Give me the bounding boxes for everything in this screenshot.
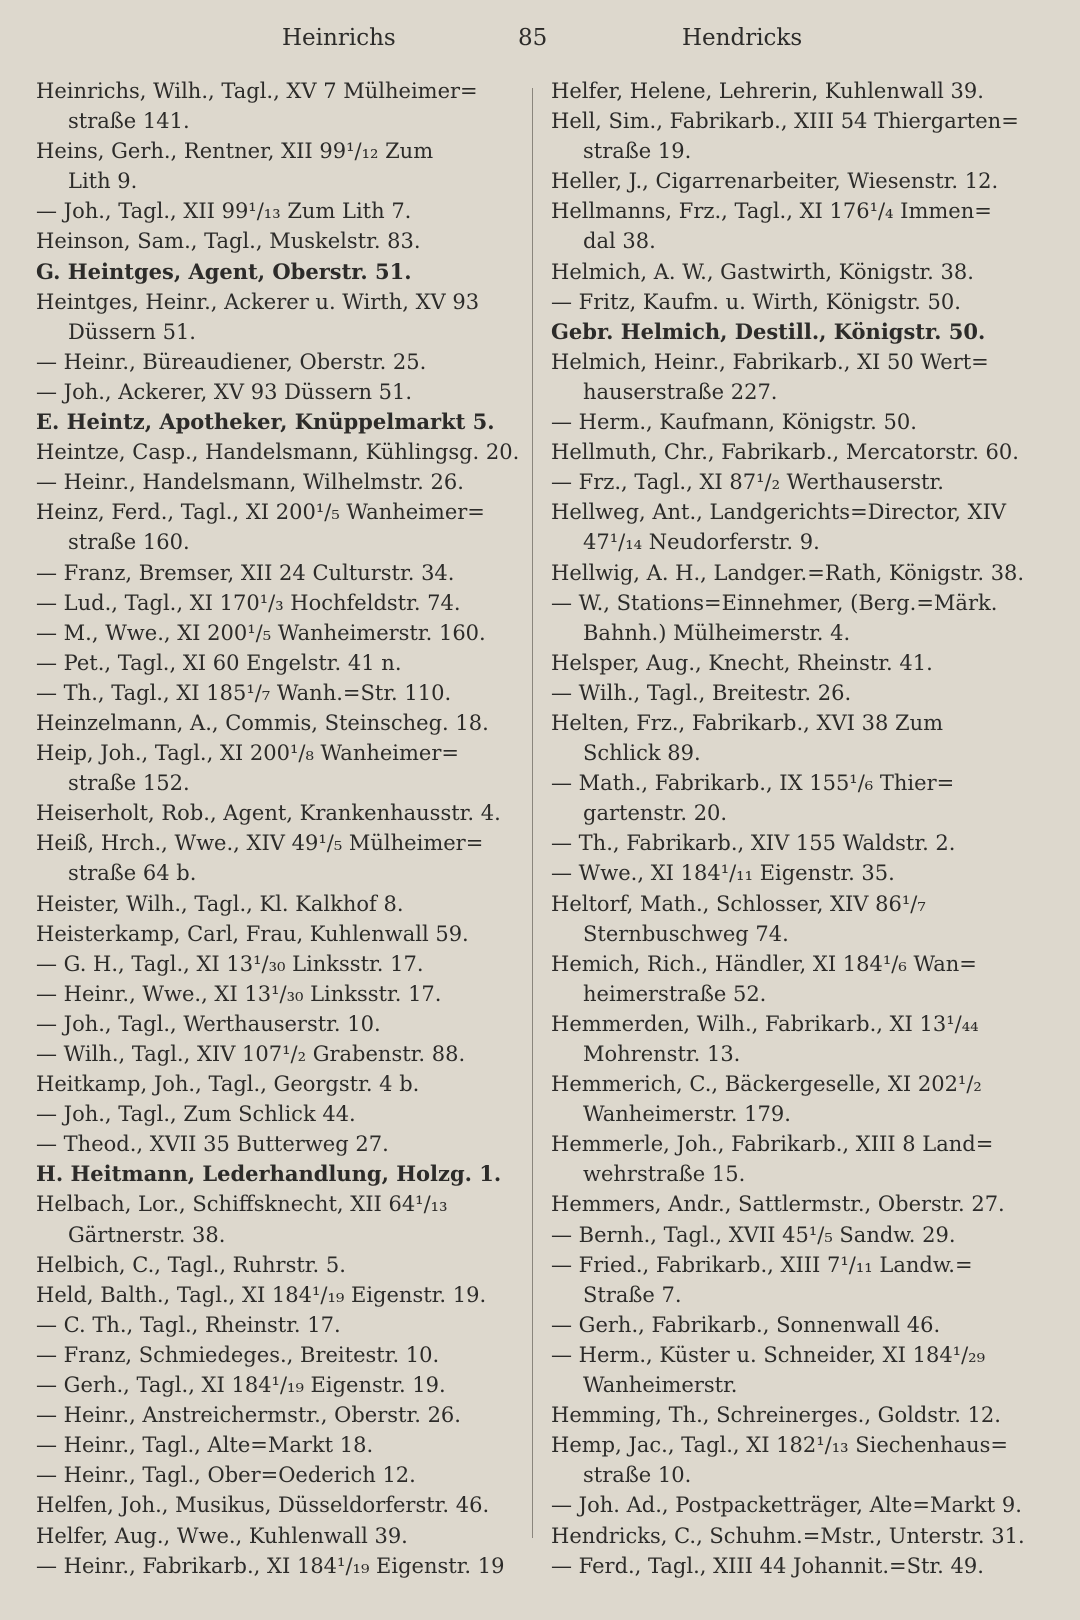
directory-entry-line: — Heinr., Wwe., XI 13¹/₃₀ Linksstr. 17. (36, 981, 442, 1006)
directory-entry-line: wehrstraße 15. (583, 1162, 746, 1187)
directory-entry-line: Hemp, Jac., Tagl., XI 182¹/₁₃ Siechenhaus= (551, 1433, 1008, 1458)
directory-entry-line: Hemming, Th., Schreinerges., Goldstr. 12. (551, 1403, 1001, 1428)
directory-entry-line: Hemmerich, C., Bäckergeselle, XI 202¹/₂ (551, 1072, 982, 1097)
directory-entry-line: Hemmerden, Wilh., Fabrikarb., XI 13¹/₄₄ (551, 1011, 979, 1036)
directory-entry-line: Helbich, C., Tagl., Ruhrstr. 5. (36, 1252, 346, 1277)
page-number: 85 (518, 25, 548, 51)
directory-entry-line: Heister, Wilh., Tagl., Kl. Kalkhof 8. (36, 891, 404, 916)
directory-entry-line: Heinrichs, Wilh., Tagl., XV 7 Mülheimer= (36, 79, 478, 103)
directory-entry-line: — Heinr., Büreaudiener, Oberstr. 25. (36, 349, 427, 374)
directory-entry-line: — Wilh., Tagl., XIV 107¹/₂ Grabenstr. 88. (36, 1042, 466, 1066)
directory-entry-line: — Joh. Ad., Postpacketträger, Alte=Markt 9. (551, 1493, 1022, 1518)
directory-entry-line: Hemmerle, Joh., Fabrikarb., XIII 8 Land= (551, 1132, 994, 1157)
directory-entry-line: — Ferd., Tagl., XIII 44 Johannit.=Str. 49. (551, 1553, 984, 1578)
directory-entry-line: — Pet., Tagl., XI 60 Engelstr. 41 n. (36, 650, 402, 675)
directory-entry-line: Heiß, Hrch., Wwe., XIV 49¹/₅ Mülheimer= (36, 831, 484, 856)
directory-entry-line: — Herm., Küster u. Schneider, XI 184¹/₂₉ (551, 1342, 986, 1367)
directory-entry-line: — Joh., Tagl., Werthauserstr. 10. (36, 1011, 381, 1036)
directory-entry-line: — G. H., Tagl., XI 13¹/₃₀ Linksstr. 17. (36, 951, 424, 976)
directory-entry-line: E. Heintz, Apotheker, Knüppelmarkt 5. (36, 409, 495, 435)
directory-entry-line: — Franz, Schmiedeges., Breitestr. 10. (36, 1342, 440, 1367)
directory-entry-line: — Heinr., Anstreichermstr., Oberstr. 26. (36, 1403, 461, 1428)
directory-entry-line: — Fried., Fabrikarb., XIII 7¹/₁₁ Landw.= (551, 1252, 973, 1277)
directory-entry-line: — M., Wwe., XI 200¹/₅ Wanheimerstr. 160. (36, 620, 486, 645)
directory-entry-line: — Joh., Tagl., XII 99¹/₁₃ Zum Lith 7. (36, 199, 412, 224)
directory-entry-line: 47¹/₁₄ Neudorferstr. 9. (583, 530, 820, 555)
directory-entry-line: — Math., Fabrikarb., IX 155¹/₆ Thier= (551, 771, 955, 796)
column-divider (532, 88, 533, 1538)
directory-entry-line: Hemich, Rich., Händler, XI 184¹/₆ Wan= (551, 951, 977, 976)
directory-entry-line: Helbach, Lor., Schiffsknecht, XII 64¹/₁₃ (36, 1192, 448, 1217)
right-column (551, 76, 1041, 1581)
directory-entry-line: Heisterkamp, Carl, Frau, Kuhlenwall 59. (36, 921, 469, 946)
directory-entry-line: Heller, J., Cigarrenarbeiter, Wiesenstr. 12. (551, 169, 999, 194)
directory-entry-line: straße 152. (68, 771, 190, 796)
directory-entry-line: Helmich, Heinr., Fabrikarb., XI 50 Wert= (551, 349, 989, 374)
directory-entry-line: — Gerh., Fabrikarb., Sonnenwall 46. (551, 1312, 941, 1337)
directory-entry-line: — Heinr., Tagl., Alte=Markt 18. (36, 1433, 374, 1458)
header-right-keyword: Hendricks (682, 25, 803, 51)
directory-entry-line: Helfen, Joh., Musikus, Düsseldorferstr. 46. (36, 1493, 490, 1518)
directory-entry-line: — Heinr., Handelsmann, Wilhelmstr. 26. (36, 470, 464, 495)
directory-entry-line: Schlick 89. (583, 741, 701, 766)
directory-entry-line: Heintze, Casp., Handelsmann, Kühlingsg. 20. (36, 440, 520, 465)
directory-entry-line: Heinzelmann, A., Commis, Steinscheg. 18. (36, 710, 489, 735)
directory-entry-line: Helmich, A. W., Gastwirth, Königstr. 38. (551, 259, 974, 284)
directory-entry-line: Düssern 51. (68, 319, 196, 344)
directory-entry-line: — Fritz, Kaufm. u. Wirth, Königstr. 50. (551, 289, 961, 314)
header-left-keyword: Heinrichs (282, 25, 396, 51)
directory-entry-line: — C. Th., Tagl., Rheinstr. 17. (36, 1312, 341, 1337)
directory-entry-line: gartenstr. 20. (583, 801, 728, 826)
directory-entry-line: — Herm., Kaufmann, Königstr. 50. (551, 410, 917, 435)
directory-entry-line: Heins, Gerh., Rentner, XII 99¹/₁₂ Zum (36, 139, 434, 164)
directory-entry-line: Lith 9. (68, 169, 138, 194)
left-column (36, 76, 526, 1581)
directory-entry-line: Helfer, Aug., Wwe., Kuhlenwall 39. (36, 1523, 408, 1548)
directory-entry-line: Bahnh.) Mülheimerstr. 4. (583, 620, 851, 645)
directory-entry-line: straße 160. (68, 530, 190, 555)
directory-entry-line: — W., Stations=Einnehmer, (Berg.=Märk. (551, 590, 998, 615)
directory-entry-line: Hellmanns, Frz., Tagl., XI 176¹/₄ Immen= (551, 199, 992, 224)
directory-entry-line: — Gerh., Tagl., XI 184¹/₁₉ Eigenstr. 19. (36, 1373, 446, 1398)
directory-entry-line: Helsper, Aug., Knecht, Rheinstr. 41. (551, 650, 933, 675)
directory-entry-line: Wanheimerstr. (583, 1373, 738, 1398)
directory-entry-line: G. Heintges, Agent, Oberstr. 51. (36, 258, 412, 284)
directory-entry-line: — Lud., Tagl., XI 170¹/₃ Hochfeldstr. 74. (36, 590, 461, 615)
directory-entry-line: Helten, Frz., Fabrikarb., XVI 38 Zum (551, 710, 944, 735)
directory-entry-line: Straße 7. (583, 1282, 682, 1307)
directory-entry-line: — Heinr., Fabrikarb., XI 184¹/₁₉ Eigenstr. 19 (36, 1553, 505, 1578)
directory-entry-line: — Franz, Bremser, XII 24 Culturstr. 34. (36, 560, 455, 585)
directory-entry-line: dal 38. (583, 229, 656, 254)
directory-entry-line: Heintges, Heinr., Ackerer u. Wirth, XV 93 (36, 289, 480, 314)
directory-entry-line: — Th., Fabrikarb., XIV 155 Waldstr. 2. (551, 831, 956, 856)
directory-entry-line: Heltorf, Math., Schlosser, XIV 86¹/₇ (551, 891, 926, 916)
directory-entry-line: Helfer, Helene, Lehrerin, Kuhlenwall 39. (551, 79, 984, 103)
directory-entry-line: Gebr. Helmich, Destill., Königstr. 50. (551, 318, 986, 344)
directory-entry-line: Hendricks, C., Schuhm.=Mstr., Unterstr. 31. (551, 1523, 1025, 1548)
directory-entry-line: Hellweg, Ant., Landgerichts=Director, XIV (551, 500, 1007, 525)
directory-entry-line: Held, Balth., Tagl., XI 184¹/₁₉ Eigenstr. 19. (36, 1282, 487, 1307)
directory-entry-line: — Heinr., Tagl., Ober=Oederich 12. (36, 1463, 416, 1488)
directory-entry-line: Gärtnerstr. 38. (68, 1222, 226, 1247)
directory-entry-line: H. Heitmann, Lederhandlung, Holzg. 1. (36, 1161, 502, 1187)
directory-entry-line: Heinson, Sam., Tagl., Muskelstr. 83. (36, 229, 421, 254)
directory-entry-line: — Joh., Ackerer, XV 93 Düssern 51. (36, 379, 413, 404)
directory-entry-line: — Theod., XVII 35 Butterweg 27. (36, 1132, 389, 1157)
directory-entry-line: Heip, Joh., Tagl., XI 200¹/₈ Wanheimer= (36, 741, 459, 766)
directory-entry-line: Heiserholt, Rob., Agent, Krankenhausstr. 4. (36, 801, 501, 826)
directory-entry-line: — Bernh., Tagl., XVII 45¹/₅ Sandw. 29. (551, 1222, 956, 1247)
directory-entry-line: — Frz., Tagl., XI 87¹/₂ Werthauserstr. (551, 470, 944, 495)
directory-entry-line: Wanheimerstr. 179. (583, 1102, 791, 1127)
directory-entry-line: Sternbuschweg 74. (583, 921, 789, 946)
directory-entry-line: — Th., Tagl., XI 185¹/₇ Wanh.=Str. 110. (36, 680, 452, 705)
directory-entry-line: straße 141. (68, 109, 190, 134)
page-header (0, 20, 1080, 56)
directory-entry-line: — Wilh., Tagl., Breitestr. 26. (551, 680, 852, 705)
directory-entry-line: Hemmers, Andr., Sattlermstr., Oberstr. 27. (551, 1192, 1005, 1217)
directory-entry-line: straße 19. (583, 139, 692, 164)
directory-entry-line: Hell, Sim., Fabrikarb., XIII 54 Thiergarten= (551, 109, 1019, 134)
directory-entry-line: straße 64 b. (68, 861, 197, 886)
directory-entry-line: Heinz, Ferd., Tagl., XI 200¹/₅ Wanheimer= (36, 500, 485, 525)
directory-entry-line: — Joh., Tagl., Zum Schlick 44. (36, 1102, 356, 1127)
directory-entry-line: Heitkamp, Joh., Tagl., Georgstr. 4 b. (36, 1072, 420, 1097)
directory-entry-line: heimerstraße 52. (583, 981, 767, 1006)
directory-entry-line: Hellmuth, Chr., Fabrikarb., Mercatorstr. 60. (551, 440, 1019, 465)
directory-entry-line: hauserstraße 227. (583, 379, 778, 404)
directory-entry-line: straße 10. (583, 1463, 692, 1488)
directory-entry-line: Hellwig, A. H., Landger.=Rath, Königstr. 38. (551, 560, 1025, 585)
directory-entry-line: — Wwe., XI 184¹/₁₁ Eigenstr. 35. (551, 861, 895, 886)
directory-entry-line: Mohrenstr. 13. (583, 1042, 741, 1066)
